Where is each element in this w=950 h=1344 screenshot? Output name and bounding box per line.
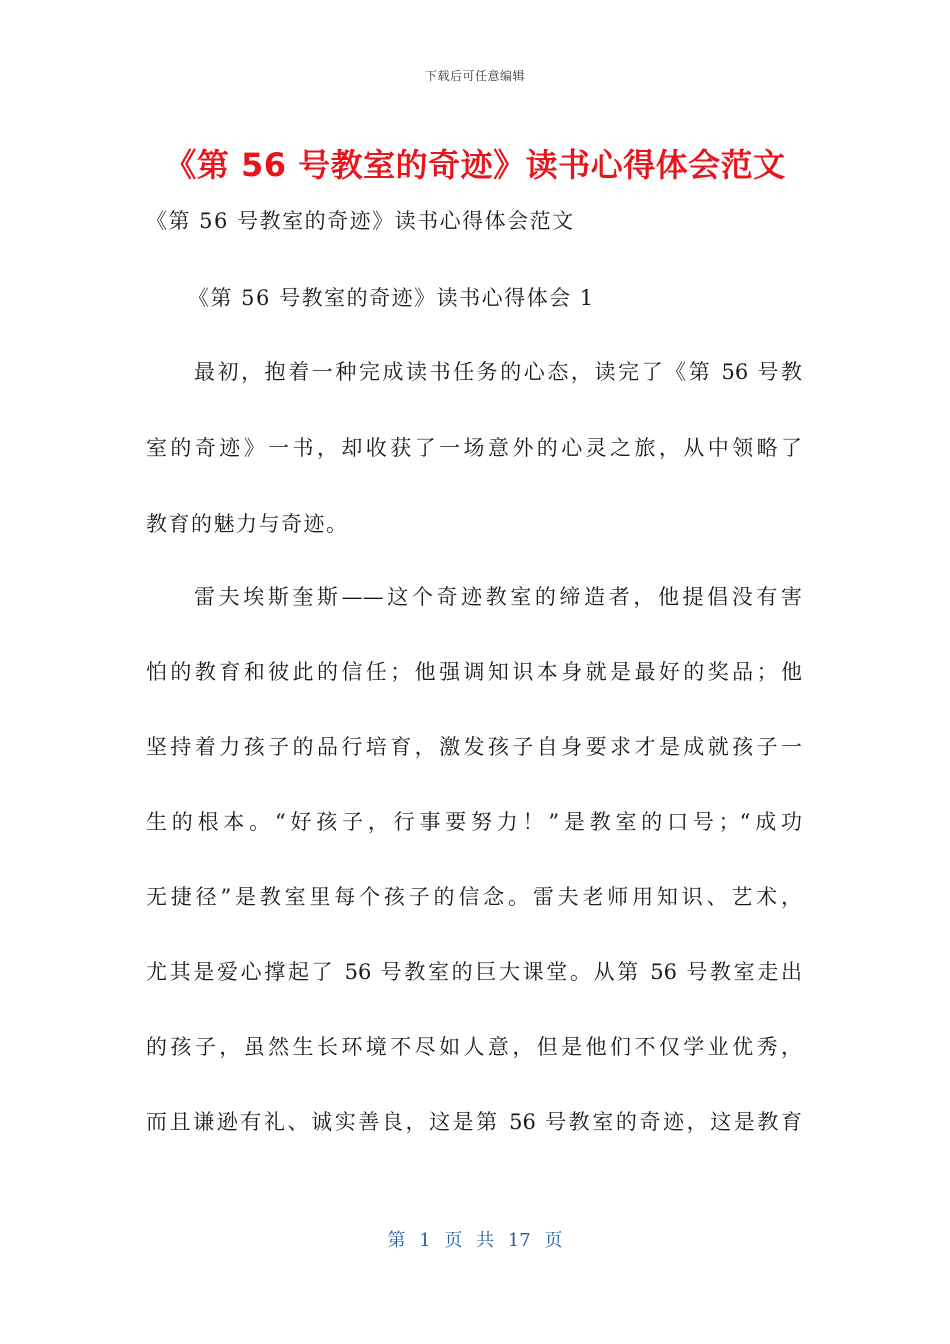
paragraph-line: 无捷径”是教室里每个孩子的信念。雷夫老师用知识、艺术，	[146, 885, 802, 909]
paragraph-line: 教育的魅力与奇迹。	[146, 512, 349, 536]
paragraph-line: 尤其是爱心撑起了 56 号教室的巨大课堂。从第 56 号教室走出	[146, 960, 802, 984]
paragraph-line: 而且谦逊有礼、诚实善良，这是第 56 号教室的奇迹，这是教育	[146, 1110, 802, 1134]
paragraph-line: 室的奇迹》一书，却收获了一场意外的心灵之旅，从中领略了	[146, 436, 802, 460]
document-title: 《第 56 号教室的奇迹》读书心得体会范文	[164, 146, 786, 184]
paragraph-line: 的孩子，虽然生长环境不尽如人意，但是他们不仅学业优秀，	[146, 1035, 802, 1059]
section-heading: 《第 56 号教室的奇迹》读书心得体会 1	[188, 286, 595, 310]
paragraph-line: 最初，抱着一种完成读书任务的心态，读完了《第 56 号教	[194, 360, 802, 384]
paragraph-line: 生的根本。“好孩子，行事要努力！”是教室的口号；“成功	[146, 810, 802, 834]
document-subtitle: 《第 56 号教室的奇迹》读书心得体会范文	[146, 209, 575, 233]
paragraph-line: 怕的教育和彼此的信任；他强调知识本身就是最好的奖品；他	[146, 660, 802, 684]
page-number-footer: 第 1 页 共 17 页	[387, 1230, 563, 1251]
paragraph-line: 坚持着力孩子的品行培育，激发孩子自身要求才是成就孩子一	[146, 735, 802, 759]
paragraph-line: 雷夫埃斯奎斯——这个奇迹教室的缔造者，他提倡没有害	[194, 585, 802, 609]
header-note: 下载后可任意编辑	[424, 69, 525, 83]
